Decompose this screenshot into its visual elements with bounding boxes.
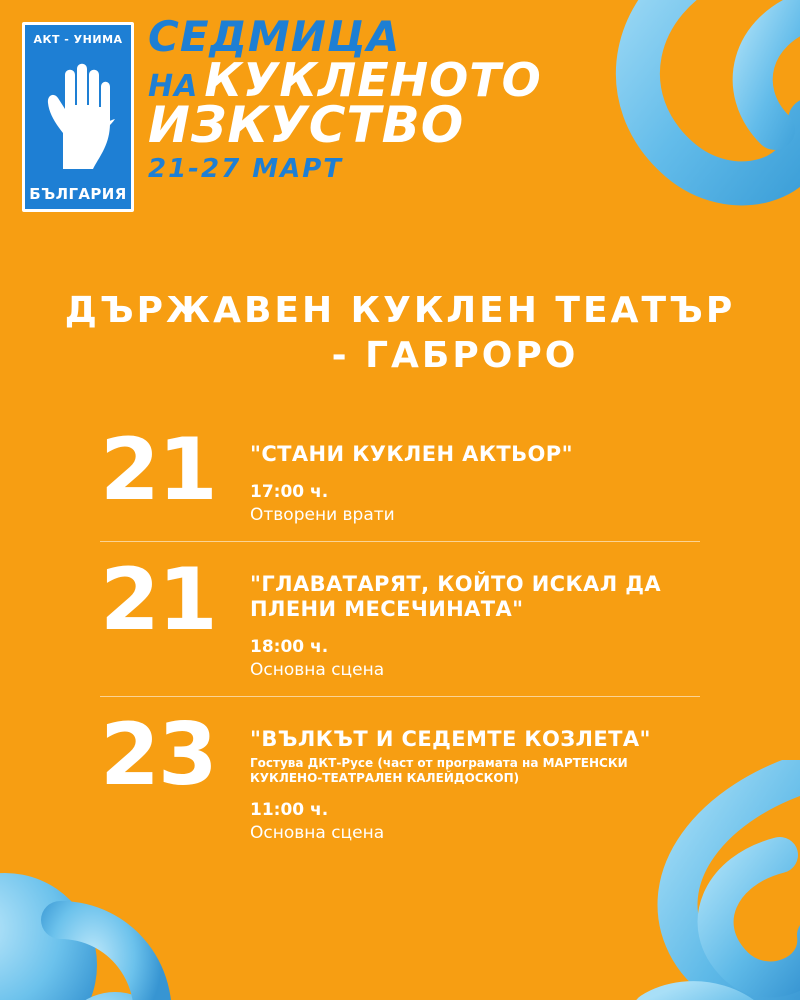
event-day: 21: [100, 420, 216, 520]
festival-title: [148, 12, 542, 185]
festival-title-line3: ИЗКУСТВО: [148, 96, 465, 155]
festival-title-line2-big: КУКЛЕНОТО: [204, 52, 542, 107]
logo-bottom-label: БЪЛГАРИЯ: [29, 185, 127, 203]
theatre-name: [0, 288, 800, 378]
event-venue: Основна сцена: [250, 659, 385, 680]
event-details: [250, 430, 700, 525]
event-time: 17:00 ч.: [250, 481, 329, 502]
event-day: 23: [100, 704, 216, 805]
festival-title-line2-small: НА: [148, 68, 199, 104]
event-venue: Основна сцена: [250, 823, 385, 844]
festival-dates: 21-27 МАРТ: [148, 154, 343, 185]
event-venue: Отворени врати: [250, 504, 395, 525]
blue-spiral-decoration-top-right: [510, 0, 800, 300]
event-note: Гостува ДКТ-Русе (част от програмата на МАРТЕНСКИ КУКЛЕНО-ТЕАТРАЛЕН КАЛЕЙДОСКОП): [250, 756, 628, 786]
hand-puppet-icon: [41, 61, 115, 171]
event-title: "СТАНИ КУКЛЕН АКТЬОР": [250, 442, 573, 466]
theatre-name-line2: - ГАБРОРО: [331, 335, 579, 376]
event-day: 21: [100, 549, 216, 650]
event-title: "ВЪЛКЪТ И СЕДЕМТЕ КОЗЛЕТА": [250, 726, 651, 751]
logo-top-label: АКТ - УНИМА: [33, 33, 123, 46]
event-title: "ГЛАВАТАРЯТ, КОЙТО ИСКАЛ ДА ПЛЕНИ МЕСЕЧИНАТА": [250, 571, 662, 622]
theatre-name-line1: ДЪРЖАВЕН КУКЛЕН ТЕАТЪР: [64, 290, 736, 331]
programme-list: [100, 420, 700, 859]
festival-title-line2: [148, 52, 542, 107]
programme-event: [100, 420, 700, 541]
programme-event: [100, 696, 700, 860]
event-time: 11:00 ч.: [250, 800, 329, 821]
event-details: [250, 715, 700, 844]
festival-logo: [22, 22, 134, 212]
programme-event: [100, 541, 700, 696]
event-details: [250, 560, 700, 680]
event-time: 18:00 ч.: [250, 636, 329, 657]
festival-title-line1: СЕДМИЦА: [148, 12, 401, 61]
